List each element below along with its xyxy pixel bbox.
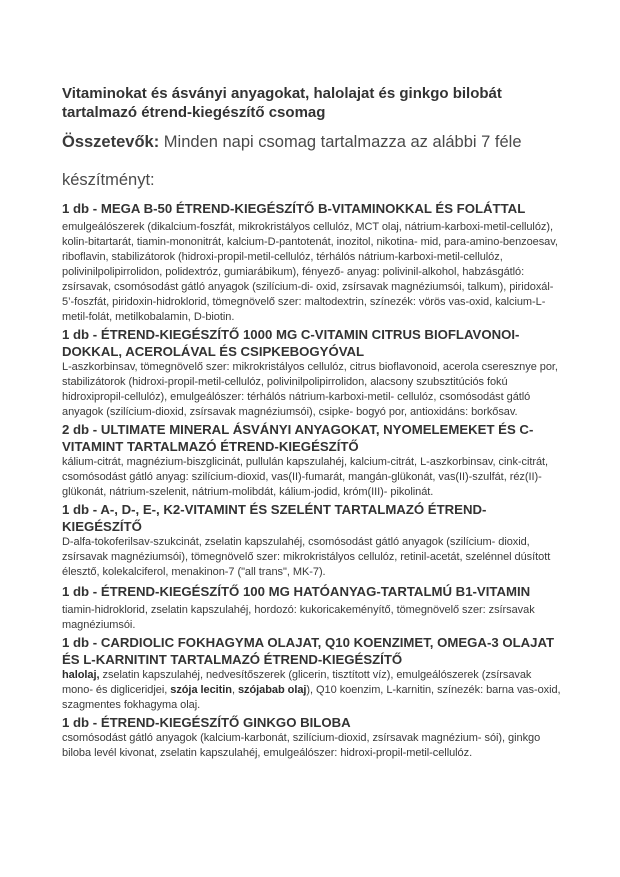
item-title-5: 1 db - ÉTREND-KIEGÉSZÍTŐ 100 MG HATÓANYAG-TARTALMÚ B1-VITAMIN	[62, 584, 531, 599]
document-page	[62, 84, 562, 762]
item-body-6-text-3: ), Q10 koenzim, L-karnitin, színezék: barna vas-oxid, szagmentes fokhagyma olaj.	[62, 684, 561, 711]
ingredients-label: Összetevők:	[62, 133, 160, 151]
item-title-6: 1 db - CARDIOLIC FOKHAGYMA OLAJAT, Q10 KOENZIMET, OMEGA-3 OLAJAT ÉS L-KARNITINT TARTALMAZÓ ÉTREND-KIEGÉSZÍTŐ	[62, 635, 555, 667]
item-title-7: 1 db - ÉTREND-KIEGÉSZÍTŐ GINKGO BILOBA	[62, 715, 351, 730]
item-body-6-text-1: zselatin kapszulahéj, nedvesítőszerek (glicerin, tisztított víz), emulgeálószerek (zsírsavak mono- és digliceridjei,	[62, 669, 532, 696]
item-title-3: 2 db - ULTIMATE MINERAL ÁSVÁNYI ANYAGOKAT, NYOMELEMEKET ÉS C-VITAMINT TARTALMAZÓ ÉTREND-KIEGÉSZÍTŐ	[62, 422, 534, 454]
item-body-6	[62, 668, 562, 713]
allergen-soy-lecithin: szója lecitin	[170, 684, 232, 696]
allergen-fish-oil: halolaj,	[62, 669, 100, 681]
item-body-5: tiamin-hidroklorid, zselatin kapszulahéj, hordozó: kukoricakeményítő, tömegnövelő szer: zsírsavak magnéziumsói.	[62, 604, 535, 631]
item-body-2: L-aszkorbinsav, tömegnövelő szer: mikrokristályos cellulóz, citrus bioflavonoid, acerola cseresznye por, stabilizátorok (hidroxi-propil-metil-cellulóz, polivinilpolipirrolidon, alacsony szubsztitúciós fokú hidroxipropil-cellulóz), emulgeálószer: térhálós nátrium-karboxi-metil- cellulóz, csomósodást gátló anyagok (szilícium-dioxid, zsírsavak magnéziumsói), csipke- bogyó por, antioxidáns: borkősav.	[62, 361, 558, 418]
item-body-1: emulgeálószerek (dikalcium-foszfát, mikrokristályos cellulóz, MCT olaj, nátrium-karboxi-metil-cellulóz), kolin-bitartarát, tiamin-mononitrát, kalcium-D-pantotenát, inozitol, nikotina- mid, para-amino-benzoesav, riboflavin, stabilizátorok (hidroxi-propil-metil-cellulóz, térhálós nátrium-karboxi-metil-cellulóz, polivinilpolipirrolidon, polidextróz, gumiarábikum), fényező- anyag: polivinil-alkohol, habzásgátló: zsírsavak, csomósodást gátló anyagok (szilícium-di- oxid, zsírsavak magnéziumsói, talkum), piridoxál-5’-foszfát, piridoxin-hidroklorid, tömegnövelő szer: maltodextrin, színezék: vörös vas-oxid, kalcium-L-metil-folát, metilkobalamin, D-biotin.	[62, 221, 558, 323]
item-body-6-text-2: ,	[231, 684, 238, 696]
item-body-3: kálium-citrát, magnézium-biszglicinát, pullulán kapszulahéj, kalcium-citrát, L-aszkorbinsav, cink-citrát, csomósodást gátló anyag: szilícium-dioxid, vas(II)-fumarát, mangán-glükonát, vas(II)-szulfát, réz(II)-glükonát, nátrium-szelenit, nátrium-molibdát, kálium-jodid, króm(III)- pikolinát.	[62, 456, 549, 498]
ingredients-intro-text-2: készítményt:	[62, 171, 155, 189]
allergen-soybean-oil: szójabab olaj	[237, 684, 307, 696]
item-title-2: 1 db - ÉTREND-KIEGÉSZÍTŐ 1000 MG C-VITAMIN CITRUS BIOFLAVONOI- DOKKAL, ACEROLÁVAL ÉS CSIPKEBOGYÓVAL	[62, 327, 520, 359]
item-title-1: 1 db - MEGA B-50 ÉTREND-KIEGÉSZÍTŐ B-VITAMINOKKAL ÉS FOLÁTTAL	[62, 201, 526, 216]
item-body-4: D-alfa-tokoferilsav-szukcinát, zselatin kapszulahéj, csomósodást gátló anyagok (szilícium- dioxid, zsírsavak magnéziumsói), tömegnövelő szer: mikrokristályos cellulóz, retinil-acetát, szelénnel dúsított élesztő, kolekalciferol, menakinon-7 ("all trans", MK-7).	[62, 536, 551, 578]
ingredients-intro-text: Minden napi csomag tartalmazza az alábbi 7 féle	[159, 133, 522, 151]
item-title-4: 1 db - A-, D-, E-, K2-VITAMINT ÉS SZELÉNT TARTALMAZÓ ÉTREND-KIEGÉSZÍTŐ	[62, 502, 487, 534]
ingredients-intro	[62, 130, 562, 154]
document-title: Vitaminokat és ásványi anyagokat, halolajat és ginkgo bilobát tartalmazó étrend-kiegészítő csomag	[62, 85, 502, 121]
item-body-7: csomósodást gátló anyagok (kalcium-karbonát, szilícium-dioxid, zsírsavak magnézium- sói), ginkgo biloba levél kivonat, zselatin kapszulahéj, emulgeálószer: hidroxi-propil-metil-cellulóz.	[62, 732, 541, 759]
